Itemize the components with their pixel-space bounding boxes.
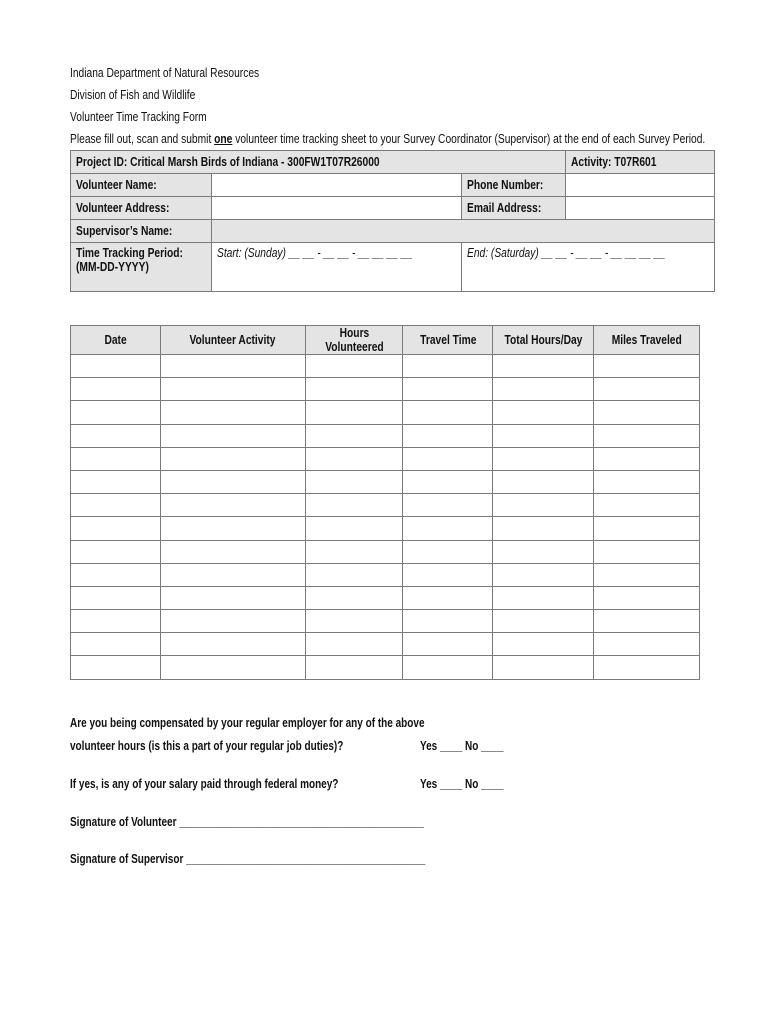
table-cell[interactable]: [71, 656, 161, 679]
table-cell[interactable]: [403, 563, 493, 586]
question-1-line1: Are you being compensated by your regular employer for any of the above: [70, 716, 425, 730]
table-cell[interactable]: [493, 517, 594, 540]
table-cell[interactable]: [305, 656, 403, 679]
table-cell[interactable]: [594, 517, 700, 540]
table-row: [71, 355, 700, 378]
table-cell[interactable]: [305, 633, 403, 656]
table-row: [71, 494, 700, 517]
table-cell[interactable]: [160, 633, 305, 656]
table-cell[interactable]: [594, 401, 700, 424]
header-department: Indiana Department of Natural Resources: [70, 66, 260, 80]
table-cell[interactable]: [305, 563, 403, 586]
volunteer-name-field[interactable]: [212, 174, 461, 197]
table-cell[interactable]: [493, 494, 594, 517]
table-cell[interactable]: [305, 355, 403, 378]
table-cell[interactable]: [493, 401, 594, 424]
instruction-emphasis: one: [214, 132, 233, 146]
instruction-prefix: Please fill out, scan and submit: [70, 132, 215, 146]
table-cell[interactable]: [493, 540, 594, 563]
table-row: [71, 540, 700, 563]
table-cell[interactable]: [160, 517, 305, 540]
time-log-table: [70, 325, 700, 680]
col-header-miles-traveled: Miles Traveled: [594, 326, 700, 355]
table-cell[interactable]: [594, 494, 700, 517]
table-cell[interactable]: [305, 447, 403, 470]
table-cell[interactable]: [160, 540, 305, 563]
table-cell[interactable]: [403, 517, 493, 540]
table-cell[interactable]: [71, 610, 161, 633]
table-cell[interactable]: [305, 424, 403, 447]
table-cell[interactable]: [71, 378, 161, 401]
table-cell[interactable]: [493, 355, 594, 378]
table-row: [71, 633, 700, 656]
table-cell[interactable]: [594, 656, 700, 679]
table-cell[interactable]: [594, 355, 700, 378]
table-cell[interactable]: [493, 424, 594, 447]
table-cell[interactable]: [71, 633, 161, 656]
supervisor-label: Supervisor’s Name:: [71, 220, 212, 243]
col-header-total-hours-day: Total Hours/Day: [493, 326, 594, 355]
project-id-cell: Project ID: Critical Marsh Birds of Indiana - 300FW1T07R26000: [71, 151, 566, 174]
col-header-hours-volunteered: Hours Volunteered: [305, 326, 403, 355]
table-cell[interactable]: [160, 610, 305, 633]
table-cell[interactable]: [71, 470, 161, 493]
col-header-date: Date: [71, 326, 161, 355]
table-cell[interactable]: [403, 424, 493, 447]
question-2: If yes, is any of your salary paid through federal money?: [70, 777, 339, 791]
question-1-line2: volunteer hours (is this a part of your regular job duties)?: [70, 739, 344, 753]
period-end-field[interactable]: End: (Saturday) __ __ - __ __ - __ __ __ __: [461, 243, 714, 292]
time-log-header-row: [71, 326, 700, 355]
table-cell[interactable]: [594, 378, 700, 401]
time-log-body: [71, 355, 700, 680]
table-row: [71, 424, 700, 447]
table-cell[interactable]: [160, 494, 305, 517]
table-row: [71, 401, 700, 424]
table-cell[interactable]: [71, 494, 161, 517]
header-instruction: [70, 130, 705, 148]
phone-label: Phone Number:: [461, 174, 565, 197]
email-field[interactable]: [565, 197, 714, 220]
table-row: [71, 586, 700, 609]
table-cell[interactable]: [594, 633, 700, 656]
table-cell[interactable]: [403, 470, 493, 493]
table-row: [71, 610, 700, 633]
table-cell[interactable]: [403, 494, 493, 517]
table-cell[interactable]: [160, 401, 305, 424]
table-cell[interactable]: [71, 586, 161, 609]
table-row: [71, 470, 700, 493]
table-cell[interactable]: [493, 656, 594, 679]
table-cell[interactable]: [493, 447, 594, 470]
table-cell[interactable]: [305, 470, 403, 493]
table-cell[interactable]: [594, 540, 700, 563]
table-cell[interactable]: [305, 494, 403, 517]
table-cell[interactable]: [305, 378, 403, 401]
activity-cell: Activity: T07R601: [565, 151, 714, 174]
volunteer-name-label: Volunteer Name:: [71, 174, 212, 197]
table-cell[interactable]: [160, 424, 305, 447]
table-cell[interactable]: [594, 563, 700, 586]
table-cell[interactable]: [403, 447, 493, 470]
table-cell[interactable]: [160, 355, 305, 378]
signature-supervisor[interactable]: Signature of Supervisor ___________________________________________: [70, 852, 426, 866]
table-cell[interactable]: [493, 610, 594, 633]
period-start-field[interactable]: Start: (Sunday) __ __ - __ __ - __ __ __ __: [212, 243, 461, 292]
header-division: Division of Fish and Wildlife: [70, 88, 196, 102]
table-cell[interactable]: [71, 563, 161, 586]
period-label: [71, 243, 212, 292]
instruction-suffix: volunteer time tracking sheet to your Survey Coordinator (Supervisor) at the end of each Survey Period.: [232, 132, 706, 146]
email-label: Email Address:: [461, 197, 565, 220]
table-cell[interactable]: [594, 586, 700, 609]
volunteer-address-field[interactable]: [212, 197, 461, 220]
table-cell[interactable]: [594, 424, 700, 447]
table-cell[interactable]: [403, 633, 493, 656]
question-2-yes-no[interactable]: Yes ____ No ____: [420, 777, 504, 791]
col-header-volunteer-activity: Volunteer Activity: [160, 326, 305, 355]
table-cell[interactable]: [160, 563, 305, 586]
table-cell[interactable]: [305, 401, 403, 424]
phone-field[interactable]: [565, 174, 714, 197]
table-cell[interactable]: [403, 378, 493, 401]
table-cell[interactable]: [403, 401, 493, 424]
table-cell[interactable]: [71, 424, 161, 447]
table-row: [71, 563, 700, 586]
table-cell[interactable]: [160, 656, 305, 679]
table-cell[interactable]: [305, 586, 403, 609]
table-cell[interactable]: [160, 470, 305, 493]
table-cell[interactable]: [305, 517, 403, 540]
table-row: [71, 447, 700, 470]
table-cell[interactable]: [493, 586, 594, 609]
signature-volunteer[interactable]: Signature of Volunteer ____________________________________________: [70, 815, 424, 829]
table-cell[interactable]: [305, 540, 403, 563]
supervisor-field[interactable]: [212, 220, 714, 243]
table-row: [71, 378, 700, 401]
table-cell[interactable]: [71, 517, 161, 540]
table-cell[interactable]: [493, 563, 594, 586]
table-cell[interactable]: [594, 447, 700, 470]
table-cell[interactable]: [403, 610, 493, 633]
table-cell[interactable]: [594, 470, 700, 493]
table-cell[interactable]: [305, 610, 403, 633]
table-cell[interactable]: [71, 540, 161, 563]
table-cell[interactable]: [403, 586, 493, 609]
col-header-travel-time: Travel Time: [403, 326, 493, 355]
table-cell[interactable]: [160, 447, 305, 470]
question-1-yes-no[interactable]: Yes ____ No ____: [420, 739, 504, 753]
period-label-line2: (MM-DD-YYYY): [76, 260, 149, 274]
table-cell[interactable]: [403, 355, 493, 378]
table-row: [71, 517, 700, 540]
table-cell[interactable]: [160, 586, 305, 609]
table-cell[interactable]: [493, 470, 594, 493]
volunteer-info-table: [70, 150, 715, 292]
table-cell[interactable]: [160, 378, 305, 401]
table-cell[interactable]: [403, 540, 493, 563]
table-cell[interactable]: [71, 401, 161, 424]
table-cell[interactable]: [493, 378, 594, 401]
table-cell[interactable]: [594, 610, 700, 633]
table-row: [71, 656, 700, 679]
table-cell[interactable]: [71, 447, 161, 470]
volunteer-address-label: Volunteer Address:: [71, 197, 212, 220]
table-cell[interactable]: [493, 633, 594, 656]
table-cell[interactable]: [403, 656, 493, 679]
header-form-title: Volunteer Time Tracking Form: [70, 110, 207, 124]
period-label-line1: Time Tracking Period:: [76, 246, 183, 260]
table-cell[interactable]: [71, 355, 161, 378]
